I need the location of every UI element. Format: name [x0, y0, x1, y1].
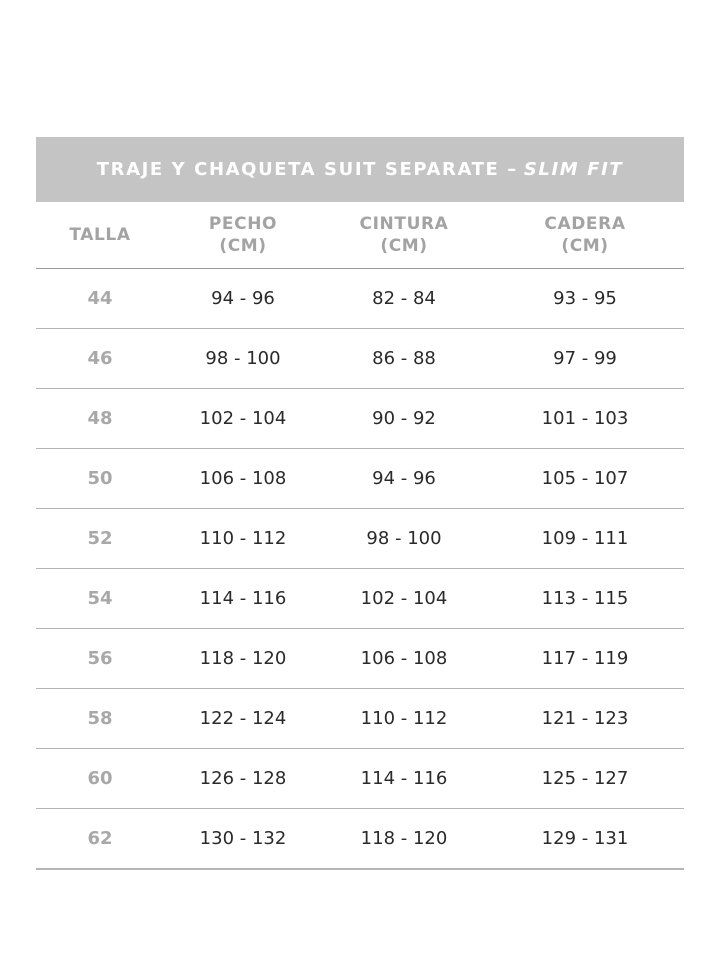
header-pecho	[164, 213, 322, 257]
cell-cadera: 113 - 115	[541, 588, 629, 609]
table-row	[36, 569, 684, 629]
table-row	[36, 509, 684, 569]
cell-pecho: 118 - 120	[199, 648, 287, 669]
table-title-fit: SLIM FIT	[523, 159, 624, 180]
cell-talla: 58	[87, 708, 113, 729]
cell-cadera: 101 - 103	[541, 408, 629, 429]
cell-cadera: 93 - 95	[553, 288, 617, 309]
table-row	[36, 689, 684, 749]
cell-talla: 62	[87, 828, 113, 849]
cell-pecho: 126 - 128	[199, 768, 287, 789]
cell-cintura: 94 - 96	[372, 468, 436, 489]
cell-pecho: 102 - 104	[199, 408, 287, 429]
cell-pecho: 94 - 96	[211, 288, 275, 309]
cell-cadera: 129 - 131	[541, 828, 629, 849]
header-pecho-unit: (CM)	[219, 236, 267, 256]
cell-pecho: 106 - 108	[199, 468, 287, 489]
cell-cintura: 106 - 108	[360, 648, 448, 669]
cell-cadera: 117 - 119	[541, 648, 629, 669]
cell-cintura: 90 - 92	[372, 408, 436, 429]
header-cintura-label: CINTURA	[359, 214, 449, 234]
cell-cadera: 97 - 99	[553, 348, 617, 369]
cell-cintura: 102 - 104	[360, 588, 448, 609]
cell-cadera: 105 - 107	[541, 468, 629, 489]
cell-talla: 60	[87, 768, 113, 789]
cell-cintura: 118 - 120	[360, 828, 448, 849]
cell-cadera: 121 - 123	[541, 708, 629, 729]
cell-cintura: 82 - 84	[372, 288, 436, 309]
table-row	[36, 269, 684, 329]
table-row	[36, 749, 684, 809]
cell-pecho: 130 - 132	[199, 828, 287, 849]
table-row	[36, 809, 684, 870]
cell-cadera: 109 - 111	[541, 528, 629, 549]
cell-cadera: 125 - 127	[541, 768, 629, 789]
table-row	[36, 329, 684, 389]
table-body	[36, 269, 684, 870]
cell-talla: 56	[87, 648, 113, 669]
cell-talla: 52	[87, 528, 113, 549]
table-row	[36, 389, 684, 449]
cell-cintura: 114 - 116	[360, 768, 448, 789]
header-cadera-unit: (CM)	[561, 236, 609, 256]
column-header-row	[36, 202, 684, 269]
cell-cintura: 110 - 112	[360, 708, 448, 729]
table-title-bar	[36, 137, 684, 202]
header-cadera-label: CADERA	[544, 214, 626, 234]
cell-pecho: 110 - 112	[199, 528, 287, 549]
header-cintura-unit: (CM)	[380, 236, 428, 256]
cell-pecho: 98 - 100	[205, 348, 281, 369]
cell-talla: 44	[87, 288, 113, 309]
table-row	[36, 629, 684, 689]
cell-cintura: 98 - 100	[366, 528, 442, 549]
cell-talla: 50	[87, 468, 113, 489]
cell-pecho: 114 - 116	[199, 588, 287, 609]
cell-talla: 46	[87, 348, 113, 369]
cell-cintura: 86 - 88	[372, 348, 436, 369]
size-chart-table	[36, 137, 684, 870]
header-pecho-label: PECHO	[208, 214, 278, 234]
table-row	[36, 449, 684, 509]
cell-talla: 48	[87, 408, 113, 429]
header-talla	[36, 224, 164, 246]
cell-pecho: 122 - 124	[199, 708, 287, 729]
header-talla-label: TALLA	[69, 225, 131, 245]
header-cadera	[486, 213, 684, 257]
table-title: TRAJE Y CHAQUETA SUIT SEPARATE –	[96, 159, 518, 180]
cell-talla: 54	[87, 588, 113, 609]
header-cintura	[322, 213, 486, 257]
